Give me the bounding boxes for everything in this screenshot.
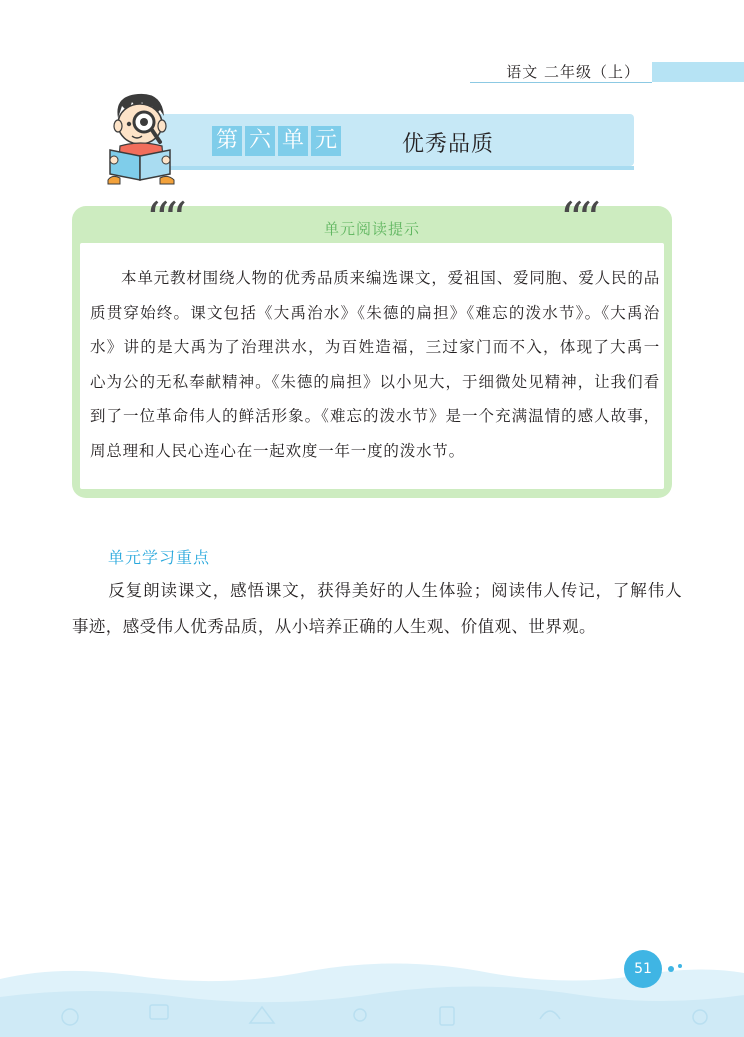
header-color-bar bbox=[652, 62, 744, 82]
unit-theme: 优秀品质 bbox=[402, 132, 495, 157]
reading-child-icon bbox=[104, 88, 180, 188]
unit-char: 元 bbox=[311, 126, 341, 156]
quote-mark-right-icon bbox=[560, 192, 596, 246]
unit-number bbox=[212, 126, 341, 156]
page-number-dot bbox=[678, 964, 682, 968]
quote-glyph: “ bbox=[163, 192, 182, 246]
quote-glyph: “ bbox=[560, 192, 578, 246]
subject-grade-label: 语文 二年级（上） bbox=[506, 63, 640, 81]
unit-char: 六 bbox=[245, 126, 275, 156]
page-number: 51 bbox=[624, 950, 662, 988]
reading-tips-box bbox=[72, 206, 672, 498]
unit-title-banner bbox=[150, 114, 634, 166]
reading-tips-title: 单元阅读提示 bbox=[323, 220, 420, 238]
reading-tips-content bbox=[80, 243, 664, 489]
page-number-dot bbox=[668, 966, 674, 972]
header-rule bbox=[470, 82, 652, 83]
learning-focus-heading: 单元学习重点 bbox=[108, 548, 211, 567]
learning-focus-text: 反复朗读课文，感悟课文，获得美好的人生体验；阅读伟人传记，了解伟人事迹，感受伟人优秀品质，从小培养正确的人生观、价值观、世界观。 bbox=[72, 581, 682, 636]
unit-char: 第 bbox=[212, 126, 242, 156]
quote-mark-left-icon bbox=[146, 192, 182, 246]
quote-glyph: “ bbox=[146, 192, 164, 246]
unit-char: 单 bbox=[278, 126, 308, 156]
quote-glyph: “ bbox=[577, 192, 596, 246]
page-header bbox=[0, 60, 744, 84]
reading-tips-text: 本单元教材围绕人物的优秀品质来编选课文，爱祖国、爱同胞、爱人民的品质贯穿始终。课文包括《大禹治水》《朱德的扁担》《难忘的泼水节》。《大禹治水》讲的是大禹为了治理洪水，为百姓造福，三过家门而不入，体现了大禹一心为公的无私奉献精神。《朱德的扁担》以小见大，于细微处见精神，让我们看到了一位革命伟人的鲜活形象。《难忘的泼水节》是一个充满温情的感人故事，周总理和人民心连心在一起欢度一年一度的泼水节。 bbox=[90, 269, 660, 460]
